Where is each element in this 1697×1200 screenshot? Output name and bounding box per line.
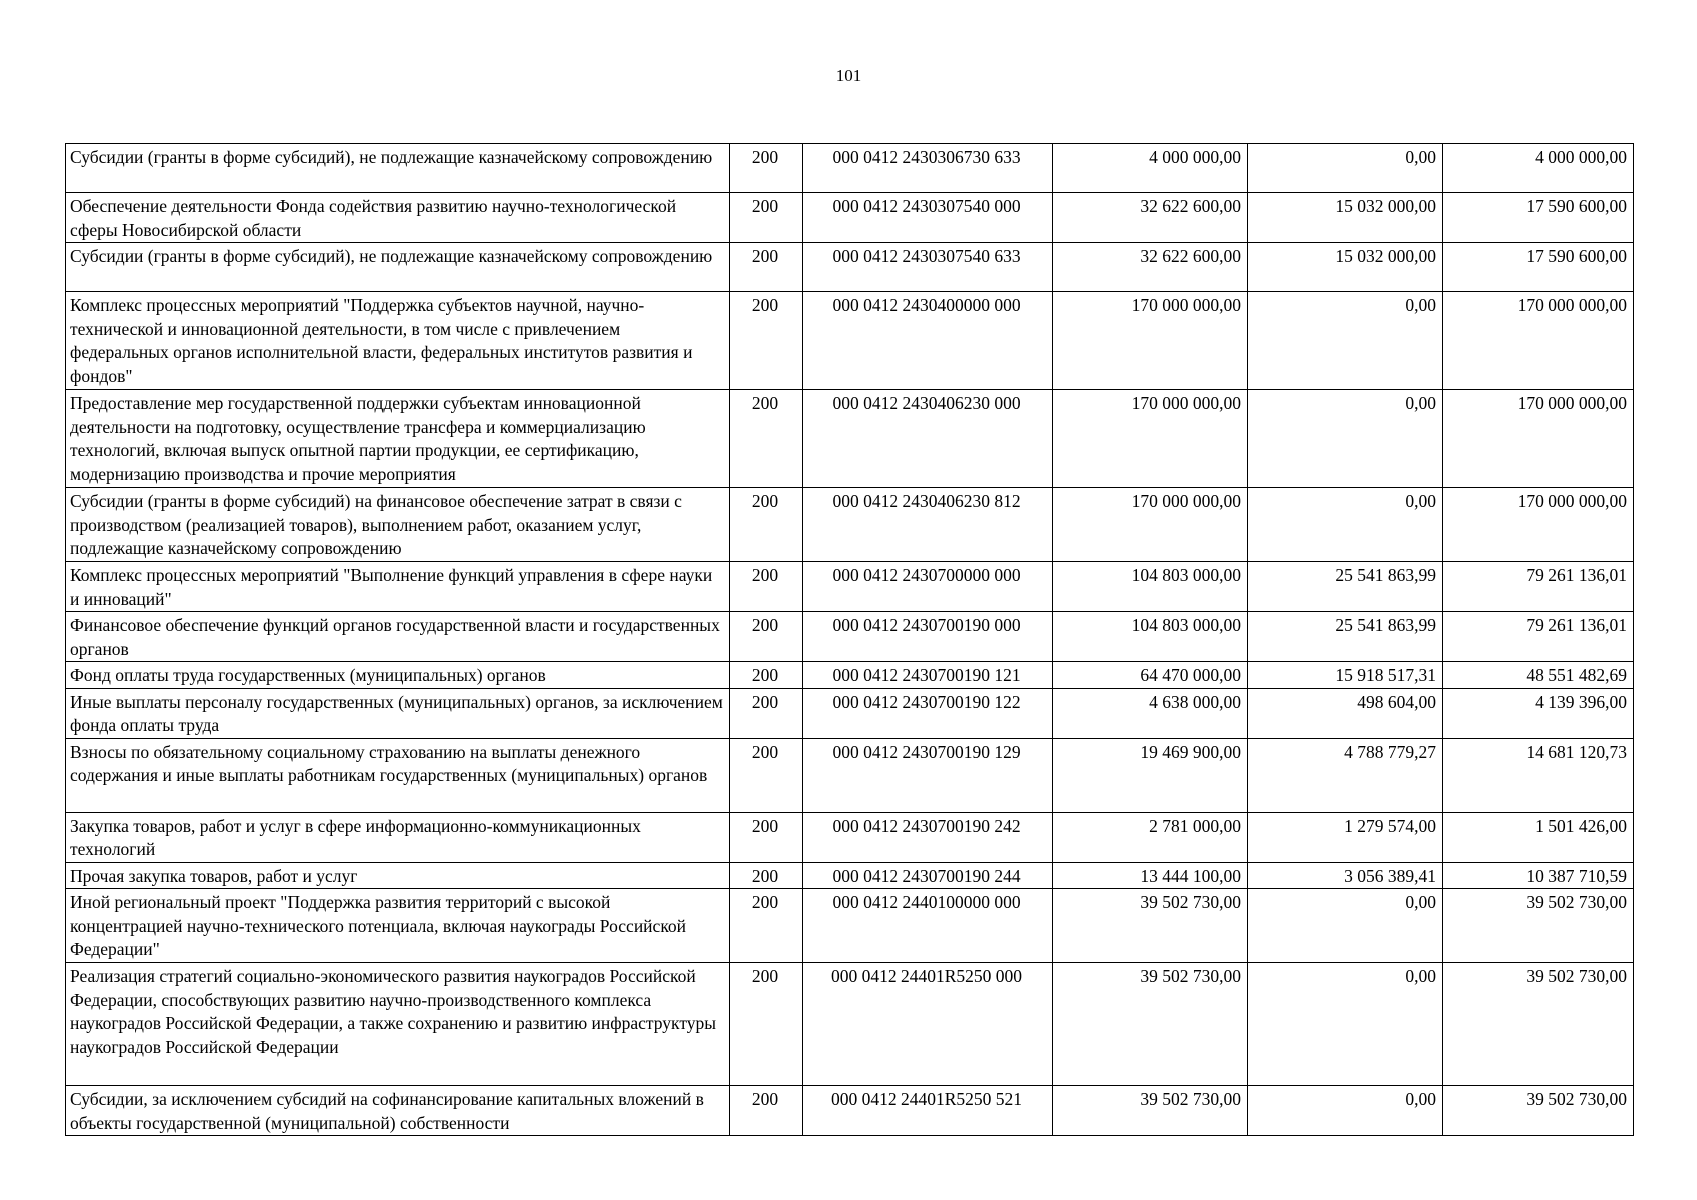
page-number: 101 [835,66,862,85]
table-row [66,390,1634,488]
row-budget-code-cell: 000 0412 2430307540 000 [803,193,1053,243]
row-approved-cell: 104 803 000,00 [1053,612,1248,662]
row-unexecuted-cell: 79 261 136,01 [1443,562,1634,612]
table-row [66,144,1634,193]
row-code-cell: 200 [730,688,803,738]
row-approved-cell: 32 622 600,00 [1053,243,1248,292]
row-budget-code-cell: 000 0412 2430700190 244 [803,862,1053,889]
row-budget-code-cell: 000 0412 2430700190 122 [803,688,1053,738]
row-approved-cell: 39 502 730,00 [1053,889,1248,963]
row-budget-code-cell: 000 0412 24401R5250 000 [803,963,1053,1086]
row-code-cell: 200 [730,193,803,243]
row-approved-cell: 4 638 000,00 [1053,688,1248,738]
row-unexecuted-cell: 1 501 426,00 [1443,812,1634,862]
row-executed-cell: 15 032 000,00 [1248,193,1443,243]
row-executed-cell: 25 541 863,99 [1248,612,1443,662]
row-executed-cell: 4 788 779,27 [1248,738,1443,812]
row-unexecuted-cell: 4 000 000,00 [1443,144,1634,193]
row-name-cell: Взносы по обязательному социальному страхованию на выплаты денежного содержания и иные выплаты работникам государственных (муниципальных) органов [66,738,730,812]
row-code-cell: 200 [730,390,803,488]
row-code-cell: 200 [730,243,803,292]
row-code-cell: 200 [730,292,803,390]
row-budget-code-cell: 000 0412 2430700190 129 [803,738,1053,812]
row-unexecuted-cell: 170 000 000,00 [1443,488,1634,562]
row-name-cell: Субсидии (гранты в форме субсидий), не подлежащие казначейскому сопровождению [66,243,730,292]
table-row [66,963,1634,1086]
row-executed-cell: 0,00 [1248,390,1443,488]
row-unexecuted-cell: 10 387 710,59 [1443,862,1634,889]
row-code-cell: 200 [730,738,803,812]
row-name-cell: Реализация стратегий социально-экономического развития наукоградов Российской Федерации, способствующих развитию научно-производственного комплекса наукоградов Российской Федерации, а также сохранению и развитию инфраструктуры наукоградов Российской Федерации [66,963,730,1086]
row-approved-cell: 64 470 000,00 [1053,662,1248,689]
row-code-cell: 200 [730,889,803,963]
table-row [66,862,1634,889]
table-row [66,1086,1634,1136]
table-row [66,812,1634,862]
table-row [66,243,1634,292]
table-row [66,889,1634,963]
row-executed-cell: 0,00 [1248,144,1443,193]
row-executed-cell: 3 056 389,41 [1248,862,1443,889]
row-name-cell: Иные выплаты персоналу государственных (муниципальных) органов, за исключением фонда оплаты труда [66,688,730,738]
row-name-cell: Прочая закупка товаров, работ и услуг [66,862,730,889]
table-row [66,688,1634,738]
row-unexecuted-cell: 79 261 136,01 [1443,612,1634,662]
row-executed-cell: 25 541 863,99 [1248,562,1443,612]
row-name-cell: Фонд оплаты труда государственных (муниципальных) органов [66,662,730,689]
row-unexecuted-cell: 39 502 730,00 [1443,963,1634,1086]
row-name-cell: Комплекс процессных мероприятий "Выполнение функций управления в сфере науки и инноваций" [66,562,730,612]
row-code-cell: 200 [730,662,803,689]
row-budget-code-cell: 000 0412 24401R5250 521 [803,1086,1053,1136]
row-executed-cell: 0,00 [1248,292,1443,390]
row-budget-code-cell: 000 0412 2430700190 000 [803,612,1053,662]
row-executed-cell: 15 032 000,00 [1248,243,1443,292]
row-budget-code-cell: 000 0412 2430306730 633 [803,144,1053,193]
row-executed-cell: 0,00 [1248,889,1443,963]
table-row [66,738,1634,812]
row-unexecuted-cell: 170 000 000,00 [1443,292,1634,390]
row-name-cell: Комплекс процессных мероприятий "Поддержка субъектов научной, научно-технической и инновационной деятельности, в том числе с привлечением федеральных органов исполнительной власти, федеральных институтов развития и фондов" [66,292,730,390]
row-executed-cell: 15 918 517,31 [1248,662,1443,689]
row-approved-cell: 170 000 000,00 [1053,292,1248,390]
budget-table-body [66,144,1634,1136]
row-code-cell: 200 [730,1086,803,1136]
row-approved-cell: 170 000 000,00 [1053,488,1248,562]
table-row [66,662,1634,689]
row-unexecuted-cell: 48 551 482,69 [1443,662,1634,689]
table-row [66,612,1634,662]
row-budget-code-cell: 000 0412 2430700190 242 [803,812,1053,862]
row-unexecuted-cell: 14 681 120,73 [1443,738,1634,812]
row-approved-cell: 13 444 100,00 [1053,862,1248,889]
row-budget-code-cell: 000 0412 2430400000 000 [803,292,1053,390]
row-code-cell: 200 [730,562,803,612]
row-code-cell: 200 [730,488,803,562]
row-name-cell: Финансовое обеспечение функций органов государственной власти и государственных органов [66,612,730,662]
table-row [66,562,1634,612]
row-budget-code-cell: 000 0412 2430406230 000 [803,390,1053,488]
row-name-cell: Субсидии, за исключением субсидий на софинансирование капитальных вложений в объекты государственной (муниципальной) собственности [66,1086,730,1136]
row-executed-cell: 0,00 [1248,1086,1443,1136]
table-row [66,292,1634,390]
row-unexecuted-cell: 39 502 730,00 [1443,1086,1634,1136]
budget-table [65,143,1634,1136]
row-approved-cell: 170 000 000,00 [1053,390,1248,488]
row-approved-cell: 2 781 000,00 [1053,812,1248,862]
row-approved-cell: 39 502 730,00 [1053,963,1248,1086]
row-executed-cell: 498 604,00 [1248,688,1443,738]
row-executed-cell: 0,00 [1248,488,1443,562]
row-code-cell: 200 [730,963,803,1086]
row-budget-code-cell: 000 0412 2430406230 812 [803,488,1053,562]
row-code-cell: 200 [730,144,803,193]
row-name-cell: Субсидии (гранты в форме субсидий), не подлежащие казначейскому сопровождению [66,144,730,193]
row-code-cell: 200 [730,612,803,662]
row-name-cell: Закупка товаров, работ и услуг в сфере информационно-коммуникационных технологий [66,812,730,862]
row-unexecuted-cell: 170 000 000,00 [1443,390,1634,488]
row-unexecuted-cell: 39 502 730,00 [1443,889,1634,963]
row-budget-code-cell: 000 0412 2430700190 121 [803,662,1053,689]
row-approved-cell: 19 469 900,00 [1053,738,1248,812]
row-approved-cell: 39 502 730,00 [1053,1086,1248,1136]
table-row [66,488,1634,562]
row-code-cell: 200 [730,812,803,862]
row-approved-cell: 32 622 600,00 [1053,193,1248,243]
row-unexecuted-cell: 17 590 600,00 [1443,243,1634,292]
row-executed-cell: 1 279 574,00 [1248,812,1443,862]
row-unexecuted-cell: 4 139 396,00 [1443,688,1634,738]
row-approved-cell: 104 803 000,00 [1053,562,1248,612]
row-approved-cell: 4 000 000,00 [1053,144,1248,193]
row-name-cell: Субсидии (гранты в форме субсидий) на финансовое обеспечение затрат в связи с производством (реализацией товаров), выполнением работ, оказанием услуг, подлежащие казначейскому сопровождению [66,488,730,562]
row-code-cell: 200 [730,862,803,889]
row-budget-code-cell: 000 0412 2430307540 633 [803,243,1053,292]
row-budget-code-cell: 000 0412 2440100000 000 [803,889,1053,963]
row-budget-code-cell: 000 0412 2430700000 000 [803,562,1053,612]
row-name-cell: Предоставление мер государственной поддержки субъектам инновационной деятельности на подготовку, осуществление трансфера и коммерциализацию технологий, включая выпуск опытной партии продукции, ее сертификацию, модернизацию производства и прочие мероприятия [66,390,730,488]
table-row [66,193,1634,243]
row-name-cell: Обеспечение деятельности Фонда содействия развитию научно-технологической сферы Новосибирской области [66,193,730,243]
row-executed-cell: 0,00 [1248,963,1443,1086]
row-unexecuted-cell: 17 590 600,00 [1443,193,1634,243]
row-name-cell: Иной региональный проект "Поддержка развития территорий с высокой концентрацией научно-технического потенциала, включая наукограды Российской Федерации" [66,889,730,963]
